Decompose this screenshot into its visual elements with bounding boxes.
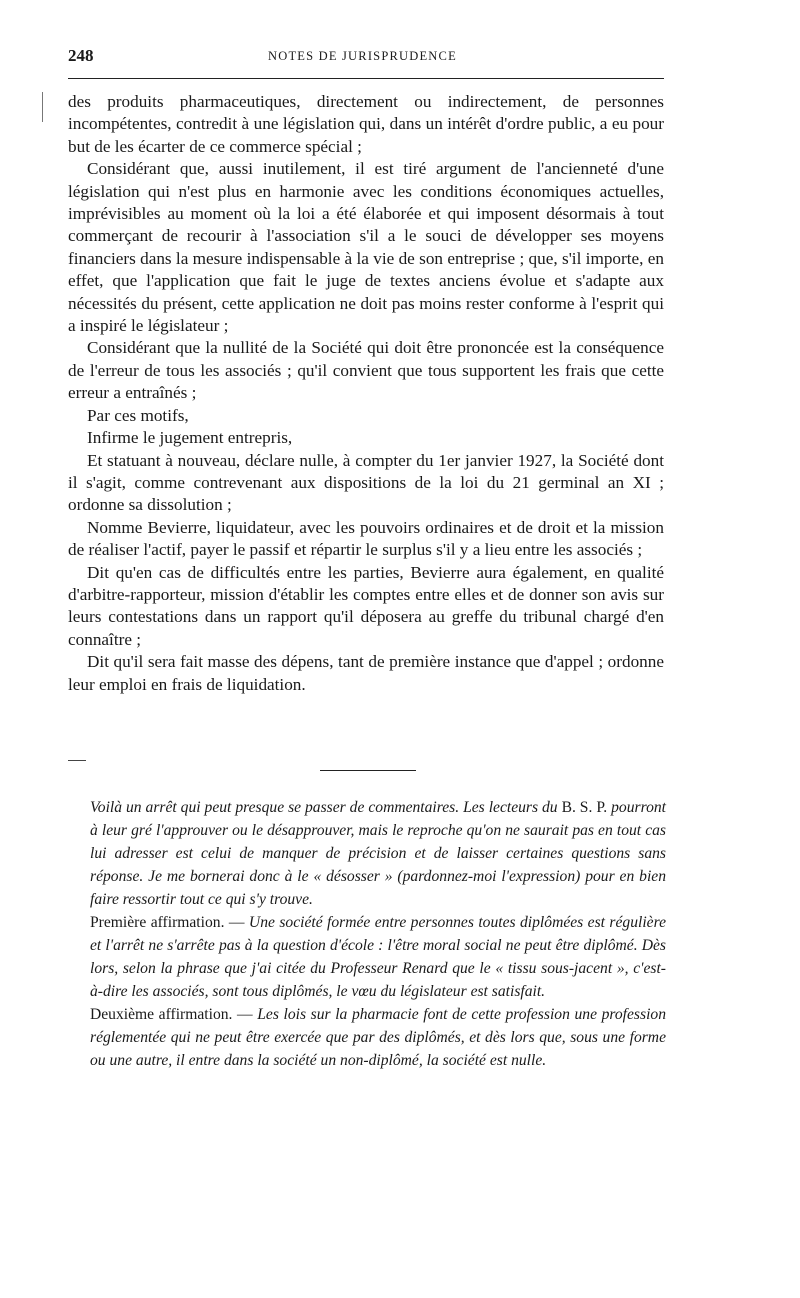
commentary-text	[90, 796, 666, 1072]
judgment-paragraph: Considérant que, aussi inutilement, il est tiré argument de l'ancienneté d'une législation qui n'est plus en harmonie avec les conditions économiques actuelles, imprévisibles au moment où la loi a été élaborée et qui imposent désormais à tout commerçant de recourir à l'association s'il a le souci de développer ses moyens financiers dans la mesure indispensable à la vie de son entreprise ; que, s'il importe, en effet, que l'application que fait le juge de textes anciens évolue et s'adapte aux nécessités du présent, cette application ne doit pas moins rester conforme à l'esprit qui a inspiré le législateur ;	[68, 159, 664, 336]
commentary-paragraph	[90, 796, 666, 911]
commentary-text-part: Une société formée entre personnes toutes diplômées est régulière et l'arrêt ne s'arrête pas à la question d'école : l'être moral social ne peut être diplômé. Dès lors, selon la phrase que j'ai citée du Professeur Renard que le « tissu sous-jacent », c'est-à-dire les associés, sont tous diplômés, le vœu du législateur est satisfait.	[90, 914, 666, 1000]
judgment-paragraph: des produits pharmaceutiques, directement ou indirectement, de personnes incompétentes, contredit à une législation qui, dans un intérêt d'ordre public, a eu pour but de les écarter de ce commerce spécial ;	[68, 92, 664, 156]
judgment-paragraph: Dit qu'il sera fait masse des dépens, tant de première instance que d'appel ; ordonne leur emploi en frais de liquidation.	[68, 652, 664, 694]
judgment-text	[68, 91, 664, 696]
commentary-text-part: pourront à leur gré l'approuver ou le désapprouver, mais le reproche qu'on ne saurait pas en tout cas lui adresser est celui de manquer de précision et de laisser certaines questions sans réponse. Je me bornerai donc à le « désosser » (pardonnez-moi l'expression) pour en bien faire ressortir tout ce qui s'y trouve.	[90, 799, 666, 908]
commentary-text-part: Les lois sur la pharmacie font de cette profession une profession réglementée qui ne peut être exercée que par des diplômés, et dès lors que, sous une forme ou une autre, il entre dans la société un non-diplômé, la société est nulle.	[90, 1006, 666, 1069]
affirmation-label: Deuxième affirmation. —	[90, 1006, 253, 1023]
page-header	[68, 46, 664, 70]
judgment-paragraph: Nomme Bevierre, liquidateur, avec les pouvoirs ordinaires et de droit et la mission de réaliser l'actif, payer le passif et répartir le surplus s'il y a lieu entre les associés ;	[68, 517, 664, 560]
page-number: 248	[68, 46, 94, 65]
margin-mark	[42, 92, 43, 122]
judgment-paragraph: Par ces motifs,	[87, 405, 189, 425]
judgment-paragraph: Et statuant à nouveau, déclare nulle, à compter du 1er janvier 1927, la Société dont il s'agit, comme contrevenant aux dispositions de la loi du 21 germinal an XI ; ordonne sa dissolution ;	[68, 450, 664, 515]
header-rule	[68, 78, 664, 79]
judgment-paragraph: Considérant que la nullité de la Société qui doit être prononcée est la conséquence de l'erreur de tous les associés ; qu'il convient que tous supportent les frais que cette erreur a entraînés ;	[68, 338, 664, 403]
commentary-text-part: Voilà un arrêt qui peut presque se passer de commentaires. Les lecteurs du	[90, 799, 562, 816]
journal-abbreviation: B. S. P.	[561, 799, 608, 816]
judgment-paragraph: Infirme le jugement entrepris,	[87, 428, 293, 448]
affirmation-label: Première affirmation. —	[90, 914, 245, 931]
small-dash	[68, 760, 86, 761]
running-title: NOTES DE JURISPRUDENCE	[268, 49, 457, 63]
section-divider	[320, 770, 416, 771]
commentary-paragraph	[90, 1003, 666, 1072]
commentary-paragraph	[90, 911, 666, 1003]
judgment-paragraph: Dit qu'en cas de difficultés entre les parties, Bevierre aura également, en qualité d'arbitre-rapporteur, mission d'établir les comptes entre elles et de donner son avis sur leurs contestations dans un rapport qu'il déposera au greffe du tribunal chargé d'en connaître ;	[68, 562, 664, 649]
